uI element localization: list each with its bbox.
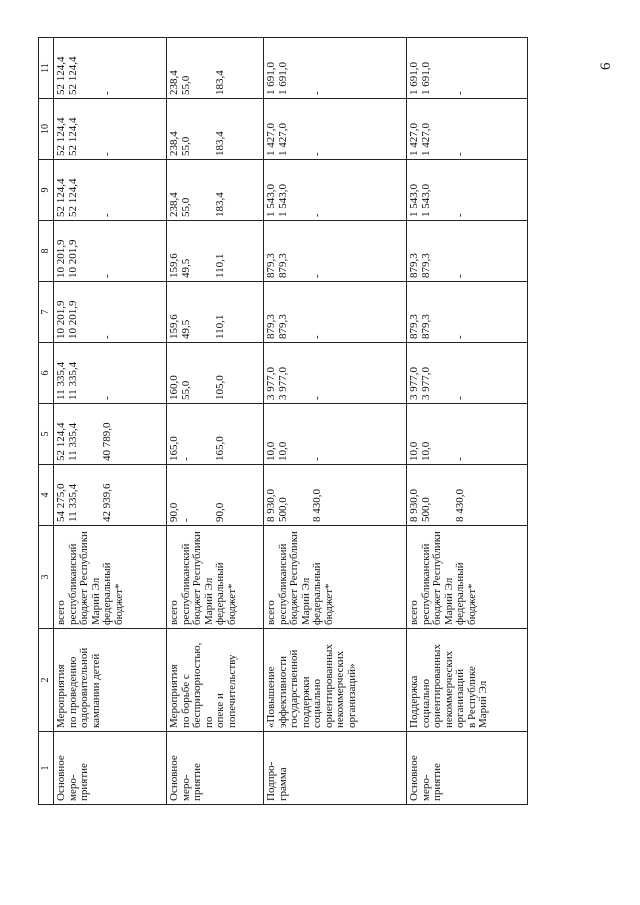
row-sources: всего республиканский бюджет Республики Марий Эл федеральный бюджет* [264, 526, 407, 629]
col-header-2: 2 [39, 629, 54, 732]
value-cell: 90,0 - 90,0 [167, 465, 264, 526]
page-number: 6 [598, 62, 614, 70]
value-cell: 879,3 879,3 - [407, 221, 528, 282]
row-sources: всего республиканский бюджет Республики Марий Эл федеральный бюджет* [407, 526, 528, 629]
value-cell: 8 930,0 500,0 8 430,0 [407, 465, 528, 526]
value-cell: 10,0 10,0 - [264, 404, 407, 465]
row-name: Мероприятия по проведению оздоровительной кампании детей [54, 629, 167, 732]
value-cell: 238,4 55,0 183,4 [167, 160, 264, 221]
value-cell: 54 275,0 11 335,4 42 939,6 [54, 465, 167, 526]
row-type: Подпро- грамма [264, 732, 407, 805]
value-cell: 238,4 55,0 183,4 [167, 99, 264, 160]
value-cell: 52 124,4 52 124,4 - [54, 160, 167, 221]
col-header-7: 7 [39, 282, 54, 343]
row-name: Мероприятия по борьбе с беспризорностью, по опеке и попечительству [167, 629, 264, 732]
value-cell: 10,0 10,0 - [407, 404, 528, 465]
row-type: Основное меро- приятие [167, 732, 264, 805]
table-row [264, 38, 407, 805]
value-cell: 159,6 49,5 110,1 [167, 221, 264, 282]
value-cell: 165,0 - 165,0 [167, 404, 264, 465]
table-row [407, 38, 528, 805]
col-header-4: 4 [39, 465, 54, 526]
value-cell: 3 977,0 3 977,0 - [407, 343, 528, 404]
row-sources: всего республиканский бюджет Республики Марий Эл федеральный бюджет* [54, 526, 167, 629]
col-header-8: 8 [39, 221, 54, 282]
value-cell: 52 124,4 52 124,4 - [54, 99, 167, 160]
row-type: Основное меро- приятие [54, 732, 167, 805]
row-sources: всего республиканский бюджет Республики Марий Эл федеральный бюджет* [167, 526, 264, 629]
value-cell: 159,6 49,5 110,1 [167, 282, 264, 343]
value-cell: 1 543,0 1 543,0 - [407, 160, 528, 221]
col-header-1: 1 [39, 732, 54, 805]
value-cell: 879,3 879,3 - [264, 282, 407, 343]
col-header-5: 5 [39, 404, 54, 465]
value-cell: 1 691,0 1 691,0 - [407, 38, 528, 99]
value-cell: 1 427,0 1 427,0 - [407, 99, 528, 160]
value-cell: 160,0 55,0 105,0 [167, 343, 264, 404]
value-cell: 3 977,0 3 977,0 - [264, 343, 407, 404]
value-cell: 10 201,9 10 201,9 - [54, 282, 167, 343]
table-row [54, 38, 167, 805]
value-cell: 52 124,4 52 124,4 - [54, 38, 167, 99]
value-cell: 1 427,0 1 427,0 - [264, 99, 407, 160]
col-header-3: 3 [39, 526, 54, 629]
value-cell: 238,4 55,0 183,4 [167, 38, 264, 99]
value-cell: 11 335,4 11 335,4 - [54, 343, 167, 404]
budget-table [38, 37, 528, 805]
col-header-10: 10 [39, 99, 54, 160]
value-cell: 879,3 879,3 - [407, 282, 528, 343]
value-cell: 52 124,4 11 335,4 40 789,0 [54, 404, 167, 465]
value-cell: 879,3 879,3 - [264, 221, 407, 282]
col-header-6: 6 [39, 343, 54, 404]
value-cell: 8 930,0 500,0 8 430,0 [264, 465, 407, 526]
col-header-9: 9 [39, 160, 54, 221]
col-header-11: 11 [39, 38, 54, 99]
row-name: Поддержка социально ориентированных некоммерческих организаций в Республике Марий Эл [407, 629, 528, 732]
value-cell: 10 201,9 10 201,9 - [54, 221, 167, 282]
row-name: «Повышение эффективности государственной поддержки социально ориентированных некоммерческих организаций» [264, 629, 407, 732]
value-cell: 1 543,0 1 543,0 - [264, 160, 407, 221]
row-type: Основное меро- приятие [407, 732, 528, 805]
column-number-row [39, 38, 54, 805]
value-cell: 1 691,0 1 691,0 - [264, 38, 407, 99]
table-row [167, 38, 264, 805]
